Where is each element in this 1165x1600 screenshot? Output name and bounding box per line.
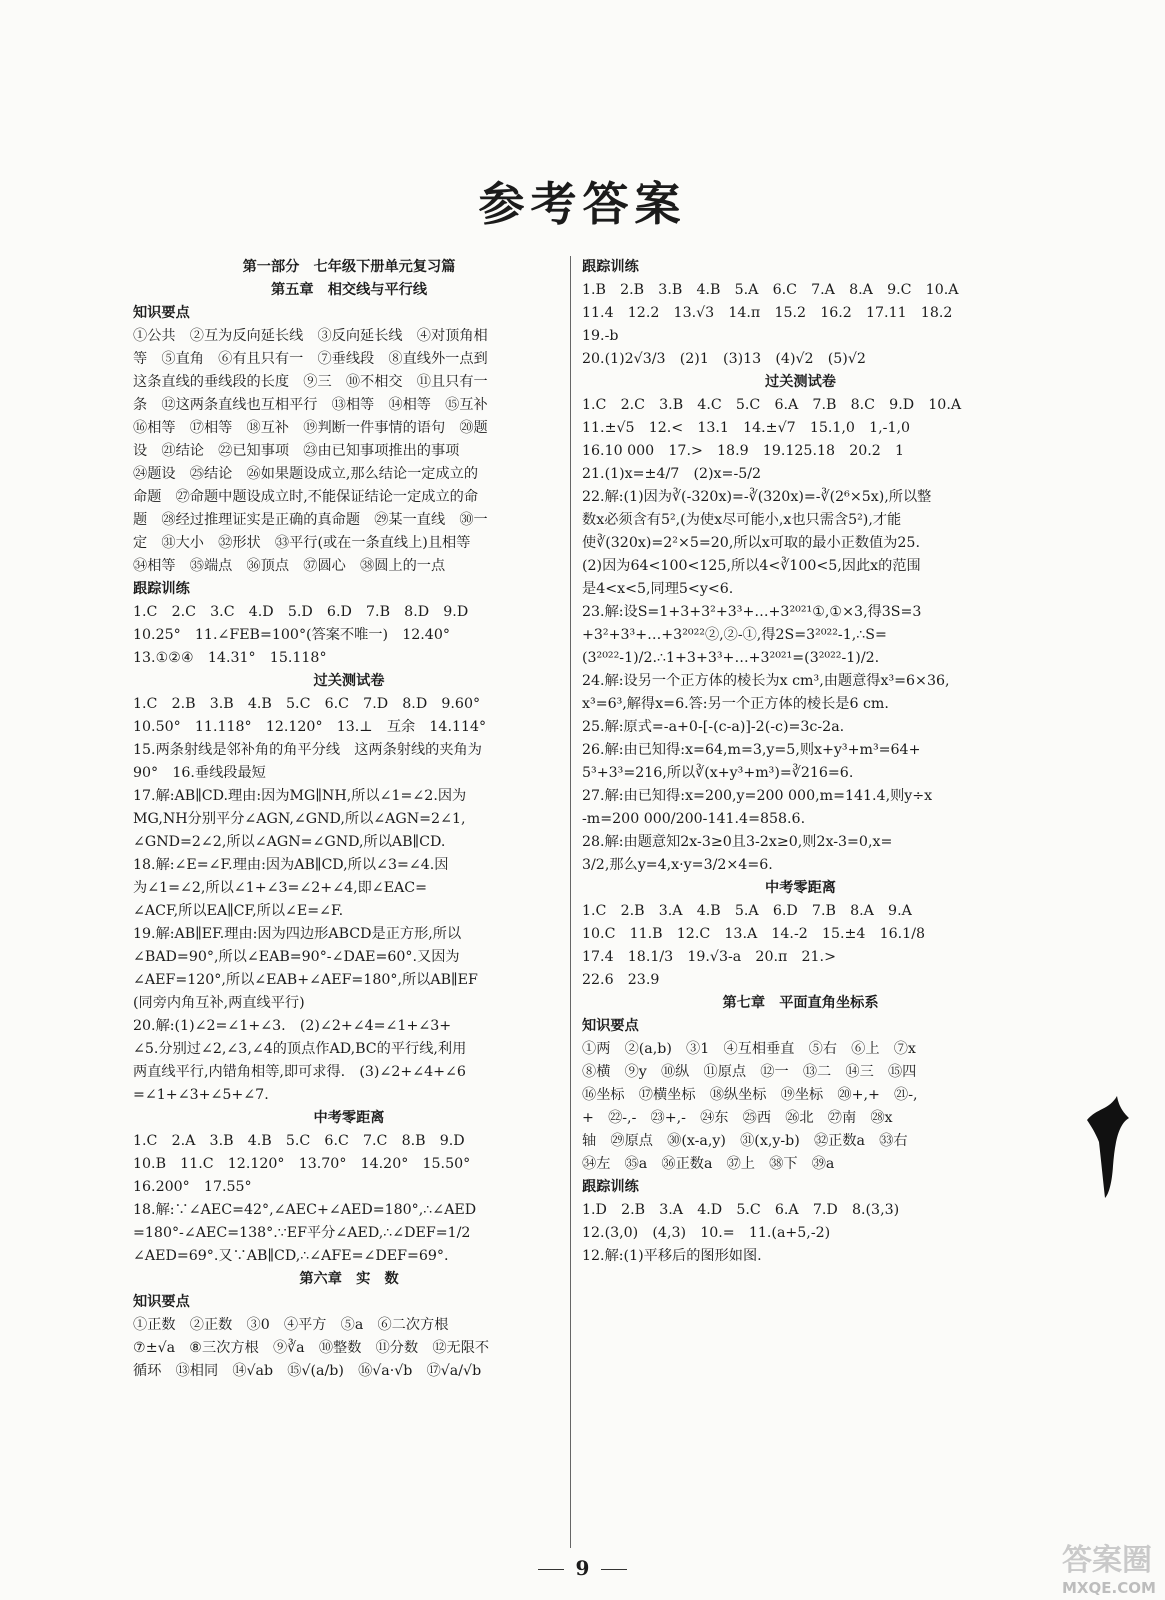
section-heading: 知识要点 xyxy=(582,1018,639,1034)
answer-line: 26.解:由已知得:x=64,m=3,y=5,则x+y³+m³=64+ xyxy=(582,742,921,758)
answer-line: 19.解:AB∥EF.理由:因为四边形ABCD是正方形,所以 xyxy=(133,926,462,942)
answer-line: 3/2,那么y=4,x·y=3/2×4=6. xyxy=(582,857,773,873)
answer-line: 设 ㉑结论 ㉒已知事项 ㉓由已知事项推出的事项 xyxy=(133,443,460,459)
answer-line: 1.B 2.B 3.B 4.B 5.A 6.C 7.A 8.A 9.C 10.A xyxy=(582,282,959,298)
section-heading: 跟踪训练 xyxy=(582,259,639,275)
section-heading: 知识要点 xyxy=(133,305,190,321)
answer-line: ∠ACF,所以EA∥CF,所以∠E=∠F. xyxy=(133,903,344,919)
answer-line: x³=6³,解得x=6.答:另一个正方体的棱长是6 cm. xyxy=(582,696,889,712)
answer-line: MG,NH分别平分∠AGN,∠GND,所以∠AGN=2∠1, xyxy=(133,811,466,827)
answer-line: 18.解:∠E=∠F.理由:因为AB∥CD,所以∠3=∠4.因 xyxy=(133,857,449,873)
answer-line: 两直线平行,内错角相等,即可求得. (3)∠2+∠4+∠6 xyxy=(133,1064,466,1080)
answer-line: 21.(1)x=±4/7 (2)x=-5/2 xyxy=(582,466,762,482)
logo-url: MXQE.COM xyxy=(1062,1579,1156,1597)
answer-line: 16.200° 17.55° xyxy=(133,1179,252,1195)
page-number-text: 9 xyxy=(575,1556,590,1580)
answer-line: 25.解:原式=-a+0-[-(c-a)]-2(-c)=3c-2a. xyxy=(582,719,845,735)
answer-line: ⑦±√a ⑧三次方根 ⑨∛a ⑩整数 ⑪分数 ⑫无限不 xyxy=(133,1340,490,1356)
section-title: 过关测试卷 xyxy=(765,374,836,390)
answer-line: 1.C 2.C 3.B 4.C 5.C 6.A 7.B 8.C 9.D 10.A xyxy=(582,397,962,413)
logo-text: 答案圈 xyxy=(1062,1543,1152,1578)
answer-line: ∠AEF=120°,所以∠EAB+∠AEF=180°,所以AB∥EF xyxy=(133,972,478,988)
section-title: 第一部分 七年级下册单元复习篇 xyxy=(242,259,456,275)
answer-line: 18.解:∵∠AEC=42°,∠AEC+∠AED=180°,∴∠AED xyxy=(133,1202,477,1218)
answer-line: 22.6 23.9 xyxy=(582,972,660,988)
answer-line: 28.解:由题意知2x-3≥0且3-2x≥0,则2x-3=0,x= xyxy=(582,834,893,850)
answer-line: 17.解:AB∥CD.理由:因为MG∥NH,所以∠1=∠2.因为 xyxy=(133,788,467,804)
answer-line: 12.(3,0) (4,3) 10.= 11.(a+5,-2) xyxy=(582,1225,831,1241)
answer-line: ①公共 ②互为反向延长线 ③反向延长线 ④对顶角相 xyxy=(133,328,488,344)
answer-line: (3²⁰²²-1)/2.∴1+3+3³+…+3²⁰²¹=(3²⁰²²-1)/2. xyxy=(582,650,880,666)
watermark-logo xyxy=(1062,1535,1158,1597)
answer-line: 12.解:(1)平移后的图形如图. xyxy=(582,1248,762,1264)
answer-line: ∠BAD=90°,所以∠EAB=90°-∠DAE=60°.又因为 xyxy=(133,949,460,965)
answer-line: 24.解:设另一个正方体的棱长为x cm³,由题意得x³=6×36, xyxy=(582,673,950,689)
answer-line: 是4<x<5,同理5<y<6. xyxy=(582,581,734,597)
answer-line: 为∠1=∠2,所以∠1+∠3=∠2+∠4,即∠EAC= xyxy=(133,880,428,896)
answer-line: ⑯坐标 ⑰横坐标 ⑱纵坐标 ⑲坐标 ⑳+,+ ㉑-, xyxy=(582,1087,918,1103)
section-title: 第五章 相交线与平行线 xyxy=(270,282,428,298)
answer-line: ①正数 ②正数 ③0 ④平方 ⑤a ⑥二次方根 xyxy=(133,1317,449,1333)
section-title: 第七章 平面直角坐标系 xyxy=(722,995,879,1011)
answer-line: =∠1+∠3+∠5+∠7. xyxy=(133,1087,269,1103)
section-title: 第六章 实 数 xyxy=(299,1271,399,1287)
page-number xyxy=(0,1556,1165,1580)
answer-line: ∠GND=2∠2,所以∠AGN=∠GND,所以AB∥CD. xyxy=(133,834,446,850)
answer-line: ①两 ②(a,b) ③1 ④互相垂直 ⑤右 ⑥上 ⑦x xyxy=(582,1041,916,1057)
answer-line: 1.C 2.C 3.C 4.D 5.D 6.D 7.B 8.D 9.D xyxy=(133,604,469,620)
column-divider xyxy=(570,256,571,1548)
answer-line: 命题 ㉗命题中题设成立时,不能保证结论一定成立的命 xyxy=(133,489,479,505)
answer-line: + ㉒-,- ㉓+,- ㉔东 ㉕西 ㉖北 ㉗南 ㉘x xyxy=(582,1110,893,1126)
answer-line: 题 ㉘经过推理证实是正确的真命题 ㉙某一直线 ㉚一 xyxy=(133,512,488,528)
answer-line: 使∛(320x)=2²×5=20,所以x可取的最小正数值为25. xyxy=(582,535,920,551)
answer-line: 1.D 2.B 3.A 4.D 5.C 6.A 7.D 8.(3,3) xyxy=(582,1202,900,1218)
answer-line: 20.(1)2√3/3 (2)1 (3)13 (4)√2 (5)√2 xyxy=(582,351,866,367)
answer-line: +3²+3³+…+3²⁰²²②,②-①,得2S=3²⁰²²-1,∴S= xyxy=(582,627,887,643)
answer-line: 15.两条射线是邻补角的角平分线 这两条射线的夹角为 xyxy=(133,742,482,758)
section-heading: 知识要点 xyxy=(133,1294,190,1310)
answer-line: (2)因为64<100<125,所以4<∛100<5,因此x的范围 xyxy=(582,558,921,574)
right-column xyxy=(582,256,1019,1268)
answer-line: 这条直线的垂线段的长度 ⑨三 ⑩不相交 ⑪且只有一 xyxy=(133,374,488,390)
answer-line: 11.±√5 12.< 13.1 14.±√7 15.1,0 1,-1,0 xyxy=(582,420,911,436)
answer-line: 10.50° 11.118° 12.120° 13.⊥ 互余 14.114° xyxy=(133,719,487,735)
answer-line: ㉞相等 ㉟端点 ㊱顶点 ㊲圆心 ㊳圆上的一点 xyxy=(133,558,446,574)
section-title: 中考零距离 xyxy=(313,1110,385,1126)
answer-line: 1.C 2.A 3.B 4.B 5.C 6.C 7.C 8.B 9.D xyxy=(133,1133,465,1149)
answer-line: 23.解:设S=1+3+3²+3³+…+3²⁰²¹①,①×3,得3S=3 xyxy=(582,604,922,620)
answer-line: 22.解:(1)因为∛(-320x)=-∛(320x)=-∛(2⁶×5x),所以整 xyxy=(582,489,932,505)
left-column xyxy=(133,256,565,1383)
answer-line: 1.C 2.B 3.A 4.B 5.A 6.D 7.B 8.A 9.A xyxy=(582,903,912,919)
answer-line: ㉞左 ㉟a ㊱正数a ㊲上 ㊳下 ㊴a xyxy=(582,1156,835,1172)
answer-line: 轴 ㉙原点 ㉚(x-a,y) ㉛(x,y-b) ㉜正数a ㉝右 xyxy=(582,1133,908,1149)
answer-line: ⑧横 ⑨y ⑩纵 ⑪原点 ⑫一 ⑬二 ⑭三 ⑮四 xyxy=(582,1064,917,1080)
section-heading: 跟踪训练 xyxy=(582,1179,639,1195)
section-heading: 跟踪训练 xyxy=(133,581,190,597)
answer-line: 20.解:(1)∠2=∠1+∠3. (2)∠2+∠4=∠1+∠3+ xyxy=(133,1018,452,1034)
answer-line: 17.4 18.1/3 19.√3-a 20.π 21.> xyxy=(582,949,836,965)
answer-line: 等 ⑤直角 ⑥有且只有一 ⑦垂线段 ⑧直线外一点到 xyxy=(133,351,488,367)
answer-line: 定 ㉛大小 ㉜形状 ㉝平行(或在一条直线上)且相等 xyxy=(133,535,471,551)
page-title: 参考答案 xyxy=(478,177,687,231)
section-title: 过关测试卷 xyxy=(313,673,385,689)
answer-line: 16.10 000 17.> 18.9 19.125.18 20.2 1 xyxy=(582,443,905,459)
answer-line: 10.B 11.C 12.120° 13.70° 14.20° 15.50° xyxy=(133,1156,471,1172)
section-title: 中考零距离 xyxy=(765,880,836,896)
answer-line: ㉔题设 ㉕结论 ㉖如果题设成立,那么结论一定成立的 xyxy=(133,466,479,482)
answer-line: 10.C 11.B 12.C 13.A 14.-2 15.±4 16.1/8 xyxy=(582,926,926,942)
answer-line: =180°-∠AEC=138°.∵EF平分∠AED,∴∠DEF=1/2 xyxy=(133,1225,471,1241)
answer-line: 13.①②④ 14.31° 15.118° xyxy=(133,650,327,666)
answer-line: 数x必须含有5²,(为使x尽可能小,x也只需含5²),才能 xyxy=(582,512,902,528)
answer-line: 1.C 2.B 3.B 4.B 5.C 6.C 7.D 8.D 9.60° xyxy=(133,696,481,712)
ink-blot-icon xyxy=(1085,1090,1130,1200)
answer-line: (同旁内角互补,两直线平行) xyxy=(133,995,305,1011)
answer-line: 11.4 12.2 13.√3 14.π 15.2 16.2 17.11 18.2 xyxy=(582,305,953,321)
answer-line: 10.25° 11.∠FEB=100°(答案不唯一) 12.40° xyxy=(133,627,450,643)
answer-line: 条 ⑫这两条直线也互相平行 ⑬相等 ⑭相等 ⑮互补 xyxy=(133,397,488,413)
answer-line: 循环 ⑬相同 ⑭√ab ⑮√(a/b) ⑯√a·√b ⑰√a/√b xyxy=(133,1363,482,1379)
answer-line: 19.-b xyxy=(582,328,619,344)
answer-line: 5³+3³=216,所以∛(x+y³+m³)=∛216=6. xyxy=(582,765,854,781)
answer-line: ∠5.分别过∠2,∠3,∠4的顶点作AD,BC的平行线,利用 xyxy=(133,1041,467,1057)
answer-line: -m=200 000/200-141.4=858.6. xyxy=(582,811,806,827)
answer-line: ∠AED=69°.又∵AB∥CD,∴∠AFE=∠DEF=69°. xyxy=(133,1248,449,1264)
answer-line: ⑯相等 ⑰相等 ⑱互补 ⑲判断一件事情的语句 ⑳题 xyxy=(133,420,488,436)
answer-line: 90° 16.垂线段最短 xyxy=(133,765,266,781)
answer-line: 27.解:由已知得:x=200,y=200 000,m=141.4,则y÷x xyxy=(582,788,933,804)
